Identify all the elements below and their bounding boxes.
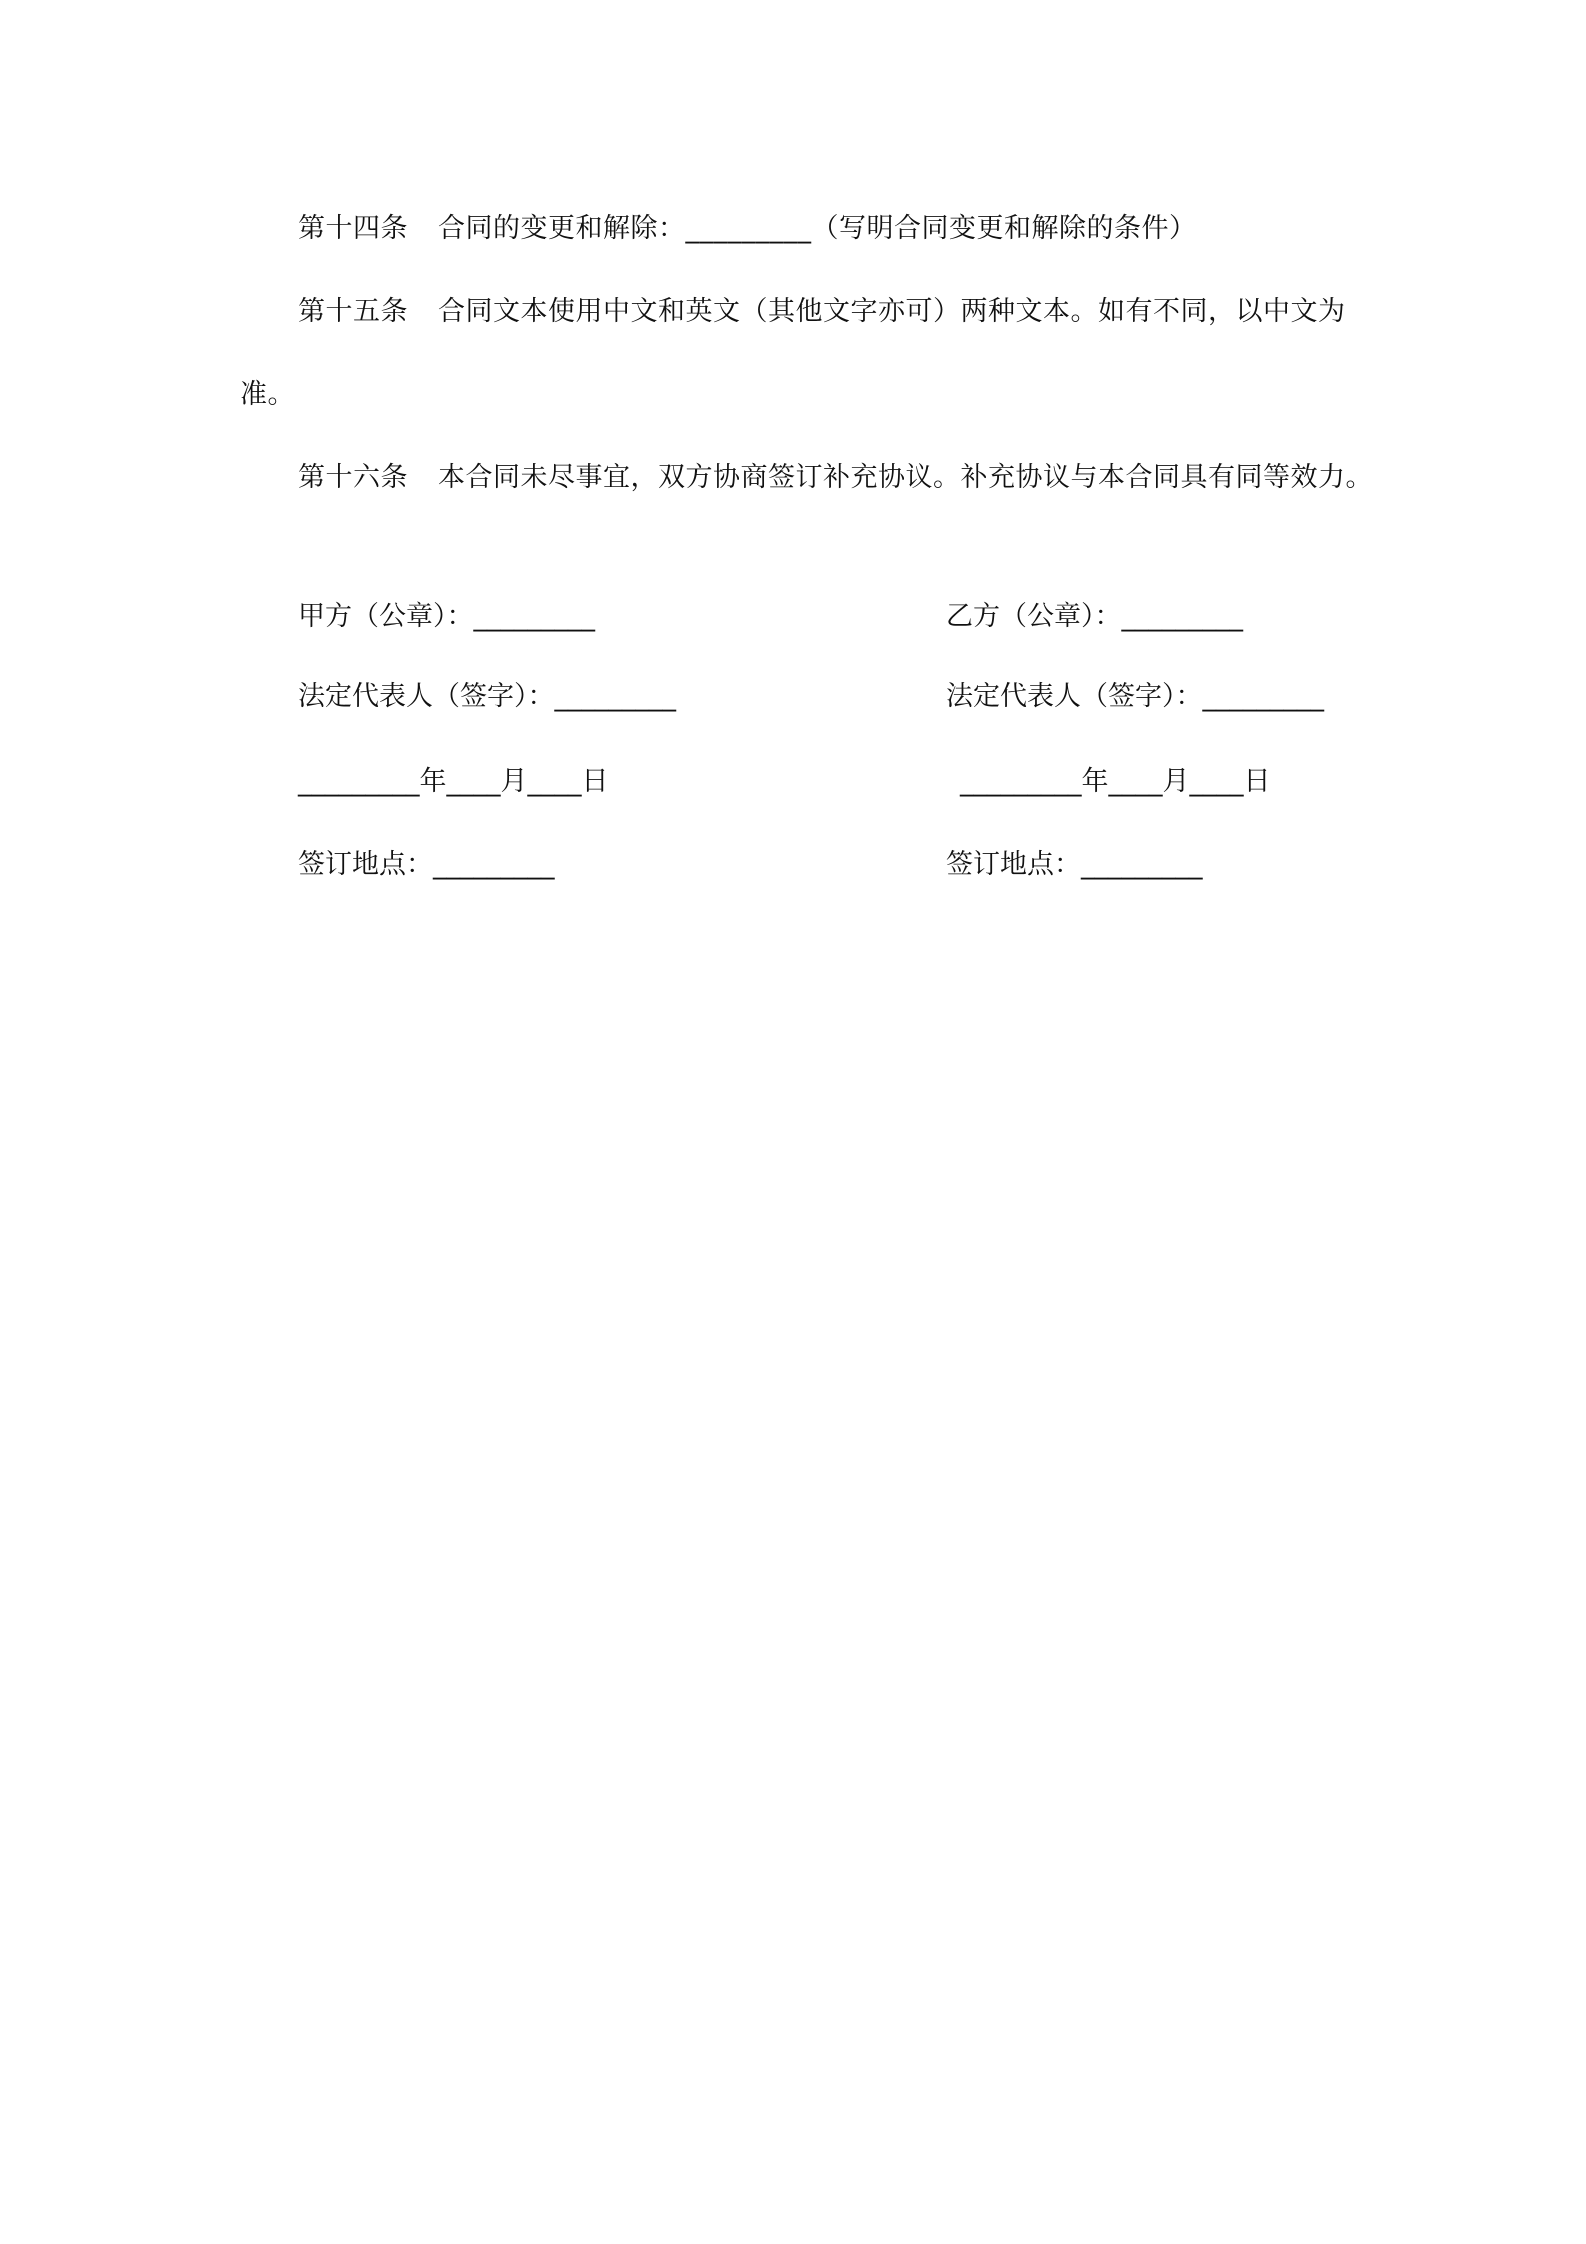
article-15-continuation: 准。 [240,379,295,410]
article-16-number: 第十六条 [298,462,408,493]
party-b-place: 签订地点：_________ [946,849,1203,880]
article-16 [298,461,1373,495]
article-14 [298,212,1197,246]
party-a-representative: 法定代表人（签字）：_________ [298,681,676,712]
party-a-date: _________年____月____日 [298,766,609,797]
article-15-number: 第十五条 [298,296,408,327]
party-a-place: 签订地点：_________ [298,849,555,880]
article-16-text: 本合同未尽事宜，双方协商签订补充协议。补充协议与本合同具有同等效力。 [438,462,1373,493]
party-b-representative: 法定代表人（签字）：_________ [946,681,1324,712]
article-14-number: 第十四条 [298,213,408,244]
article-15 [298,295,1346,329]
article-15-text: 合同文本使用中文和英文（其他文字亦可）两种文本。如有不同，以中文为 [438,296,1346,327]
article-14-text: 合同的变更和解除：_________（写明合同变更和解除的条件） [438,213,1197,244]
party-b-seal: 乙方（公章）：_________ [946,601,1243,632]
party-b-date: _________年____月____日 [960,766,1271,797]
party-a-seal: 甲方（公章）：_________ [298,601,595,632]
